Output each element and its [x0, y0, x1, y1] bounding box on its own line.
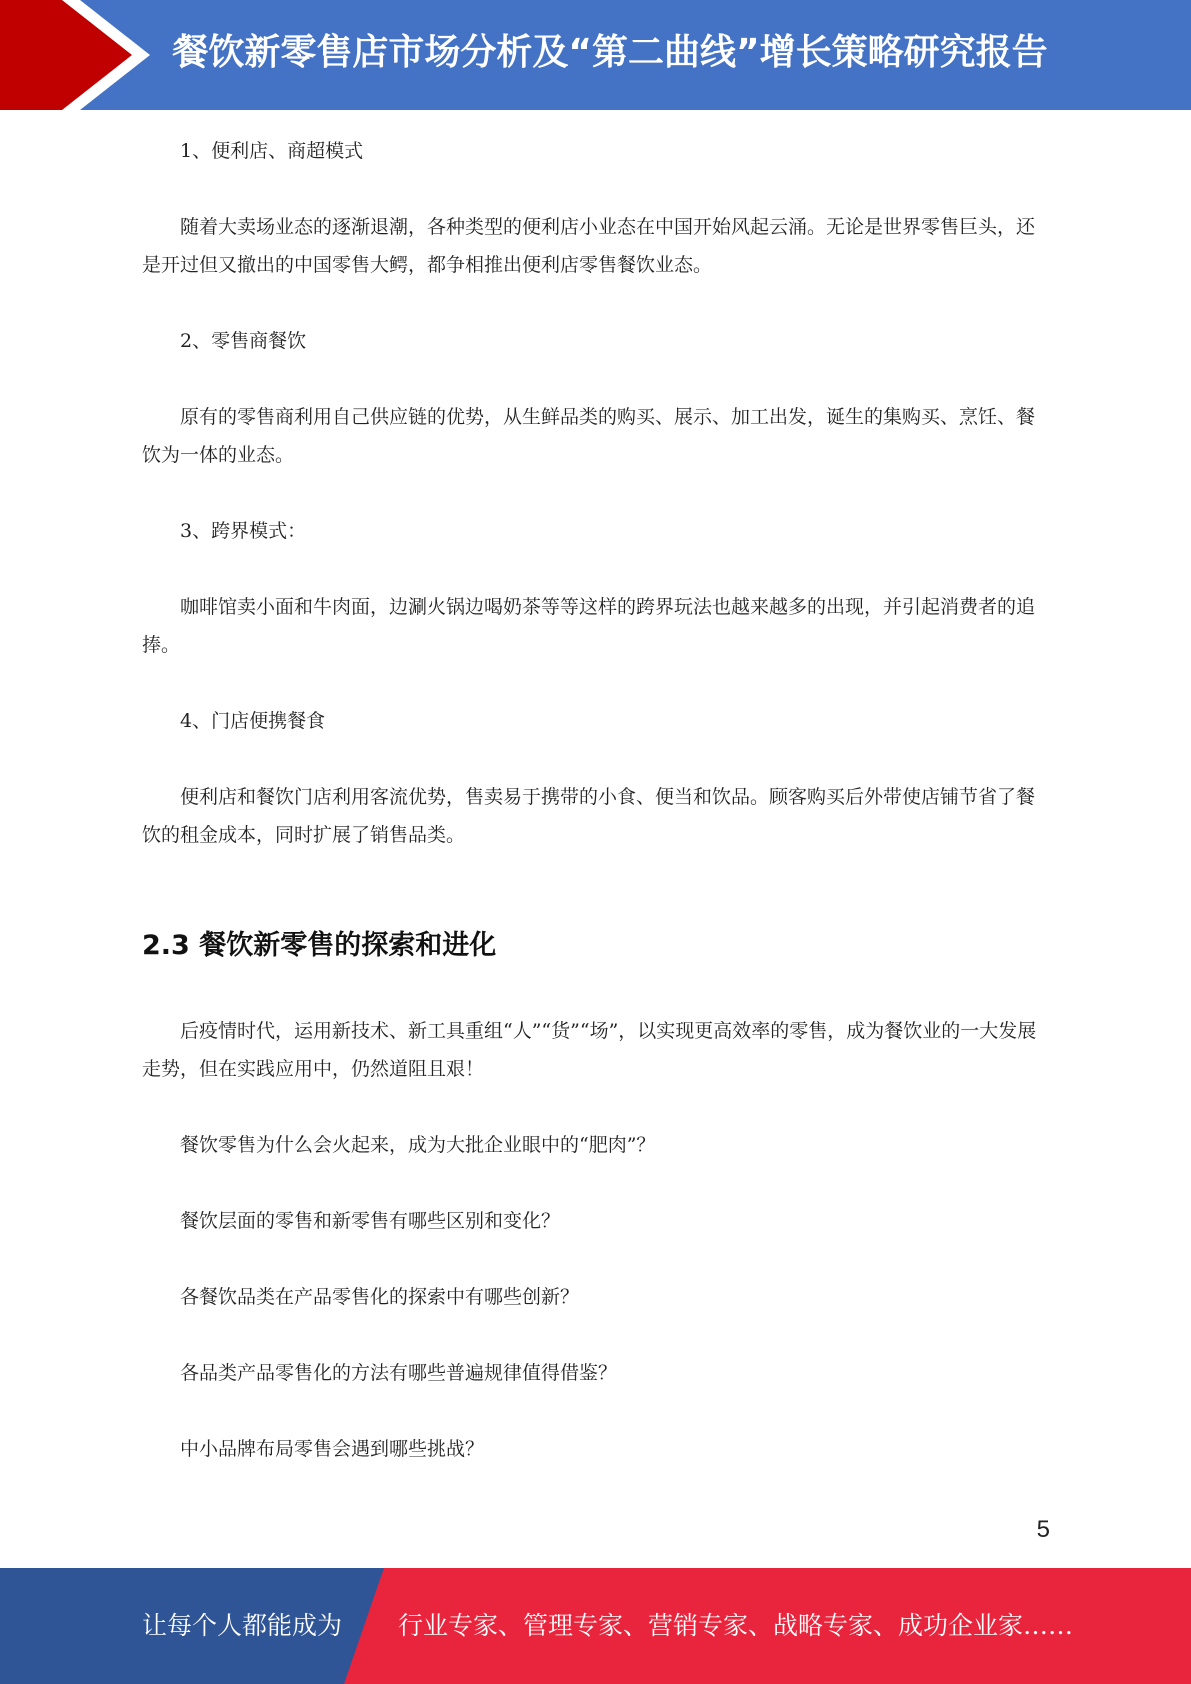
footer-slogan-right: 行业专家、管理专家、营销专家、战略专家、成功企业家…… — [398, 1611, 1074, 1640]
paragraph-convenience-store: 随着大卖场业态的逐渐退潮，各种类型的便利店小业态在中国开始风起云涌。无论是世界零售巨头，还是开过但又撤出的中国零售大鳄，都争相推出便利店零售餐饮业态。 — [142, 216, 1036, 276]
subheading-crossover-mode: 3、跨界模式： — [180, 520, 307, 542]
question-item: 餐饮零售为什么会火起来，成为大批企业眼中的“肥肉”？ — [180, 1134, 656, 1156]
question-item: 各品类产品零售化的方法有哪些普遍规律值得借鉴？ — [180, 1362, 618, 1384]
footer-slogan-left: 让每个人都能成为 — [142, 1611, 343, 1640]
page-header — [0, 0, 1191, 110]
subheading-portable-meals: 4、门店便携餐食 — [180, 710, 326, 732]
page-number: 5 — [1036, 1516, 1050, 1543]
question-item: 餐饮层面的零售和新零售有哪些区别和变化？ — [180, 1210, 561, 1232]
paragraph-portable-meals: 便利店和餐饮门店利用客流优势，售卖易于携带的小食、便当和饮品。顾客购买后外带使店铺节省了餐饮的租金成本，同时扩展了销售品类。 — [142, 786, 1036, 846]
document-title: 餐饮新零售店市场分析及“第二曲线”增长策略研究报告 — [172, 32, 1048, 73]
question-item: 各餐饮品类在产品零售化的探索中有哪些创新？ — [180, 1286, 580, 1308]
page-footer — [0, 1568, 1191, 1684]
paragraph-crossover-mode: 咖啡馆卖小面和牛肉面，边涮火锅边喝奶茶等等这样的跨界玩法也越来越多的出现，并引起消费者的追捧。 — [142, 596, 1036, 656]
paragraph-retailer-dining: 原有的零售商利用自己供应链的优势，从生鲜品类的购买、展示、加工出发，诞生的集购买、烹饪、餐饮为一体的业态。 — [142, 406, 1036, 466]
subheading-convenience-store: 1、便利店、商超模式 — [180, 140, 364, 162]
subheading-retailer-dining: 2、零售商餐饮 — [180, 330, 307, 352]
question-item: 中小品牌布局零售会遇到哪些挑战？ — [180, 1438, 485, 1460]
section-heading: 2.3 餐饮新零售的探索和进化 — [142, 930, 497, 961]
document-body — [142, 132, 1048, 1506]
section-intro-paragraph: 后疫情时代，运用新技术、新工具重组“人”“货”“场”，以实现更高效率的零售，成为餐饮业的一大发展走势，但在实践应用中，仍然道阻且艰！ — [142, 1020, 1037, 1080]
